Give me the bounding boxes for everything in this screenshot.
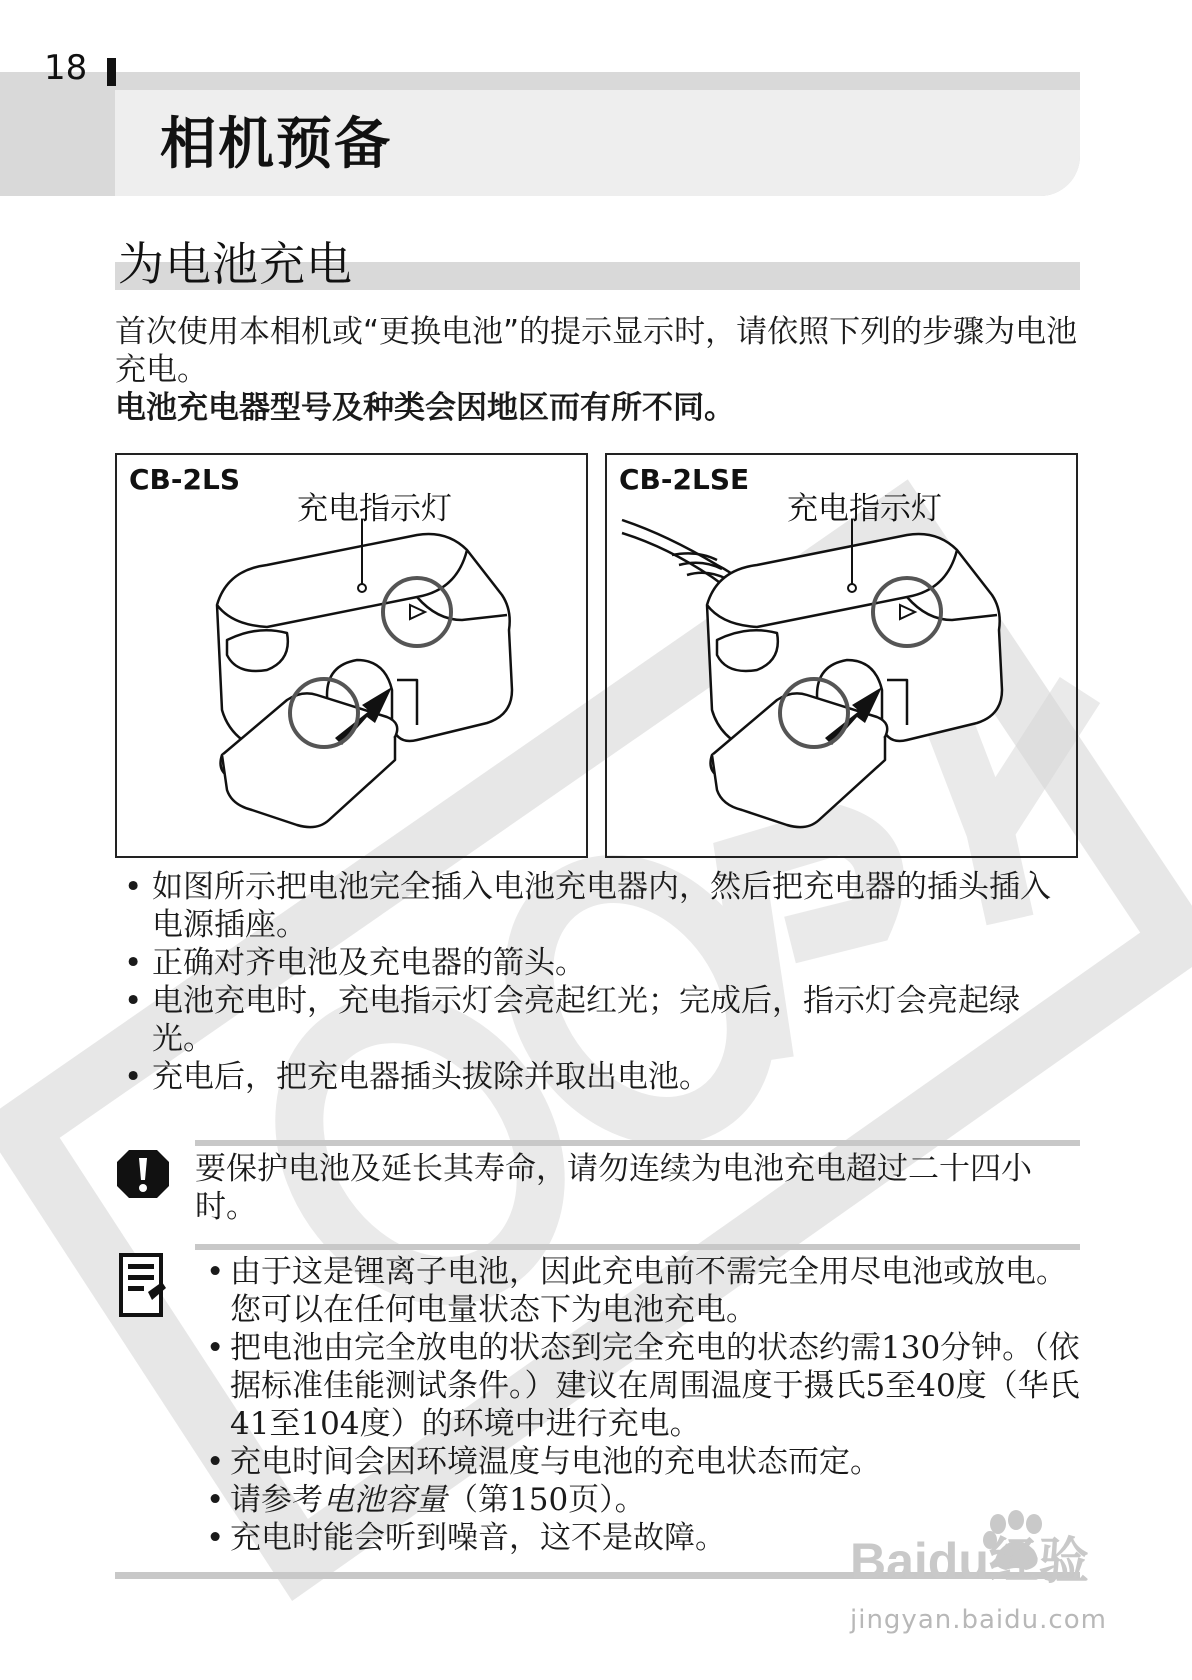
section-title: 为电池充电 <box>118 237 353 291</box>
figure-panel-cb2lse <box>605 453 1078 858</box>
page-number: 18 <box>44 48 88 88</box>
figure-panel-cb2ls <box>115 453 588 858</box>
list-item: • 如图所示把电池完全插入电池充电器内，然后把充电器的插头插入电源插座。 <box>124 869 1051 943</box>
page-title: 相机预备 <box>160 112 392 177</box>
list-item: • 请参考电池容量（第150页）。 <box>206 1482 646 1518</box>
indicator-caption: 充电指示灯 <box>787 491 942 527</box>
memo-icon <box>118 1252 168 1322</box>
bullet-icon: • <box>206 1330 225 1366</box>
note-rule <box>195 1244 1080 1250</box>
baidu-wordmark: Baidu经验 <box>850 1533 1089 1589</box>
caution-rule <box>195 1140 1080 1146</box>
page-number-marker <box>107 58 116 86</box>
cross-reference: 电池容量 <box>323 1482 447 1518</box>
intro-paragraph: 首次使用本相机或“更换电池”的提示显示时，请依照下列的步骤为电池充电。 <box>115 314 1078 388</box>
bullet-icon: • <box>124 983 143 1019</box>
bullet-icon: • <box>124 1059 143 1095</box>
bullet-icon: • <box>206 1482 225 1518</box>
list-item: • 充电时间会因环境温度与电池的充电状态而定。 <box>206 1444 881 1480</box>
bullet-icon: • <box>206 1444 225 1480</box>
list-item: • 充电时能会听到噪音，这不是故障。 <box>206 1520 726 1556</box>
charging-steps-list <box>118 868 1080 1096</box>
baidu-logo <box>850 1510 1150 1590</box>
list-item: • 由于这是锂离子电池，因此充电前不需完全用尽电池或放电。您可以在任何电量状态下为电池充电。 <box>206 1254 1067 1328</box>
intro-note-bold: 电池充电器型号及种类会因地区而有所不同。 <box>115 390 735 426</box>
indicator-caption: 充电指示灯 <box>297 491 452 527</box>
list-item: • 电池充电时，充电指示灯会亮起红光；完成后，指示灯会亮起绿光。 <box>124 983 1020 1057</box>
baidu-url: jingyan.baidu.com <box>850 1605 1107 1635</box>
list-item: • 正确对齐电池及充电器的箭头。 <box>124 945 586 981</box>
list-item: • 把电池由完全放电的状态到完全充电的状态约需130分钟。（依据标准佳能测试条件。）建议在周围温度于摄氏5至40度（华氏41至104度）的环境中进行充电。 <box>206 1330 1080 1442</box>
bullet-icon: • <box>124 869 143 905</box>
caution-icon <box>115 1148 171 1200</box>
bullet-icon: • <box>206 1520 225 1556</box>
caution-text: 要保护电池及延长其寿命，请勿连续为电池充电超过二十四小时。 <box>195 1151 1032 1225</box>
model-label: CB-2LSE <box>619 463 750 496</box>
bullet-icon: • <box>206 1254 225 1290</box>
list-item: • 充电后，把充电器插头拔除并取出电池。 <box>124 1059 710 1095</box>
model-label: CB-2LS <box>129 463 241 496</box>
bullet-icon: • <box>124 945 143 981</box>
